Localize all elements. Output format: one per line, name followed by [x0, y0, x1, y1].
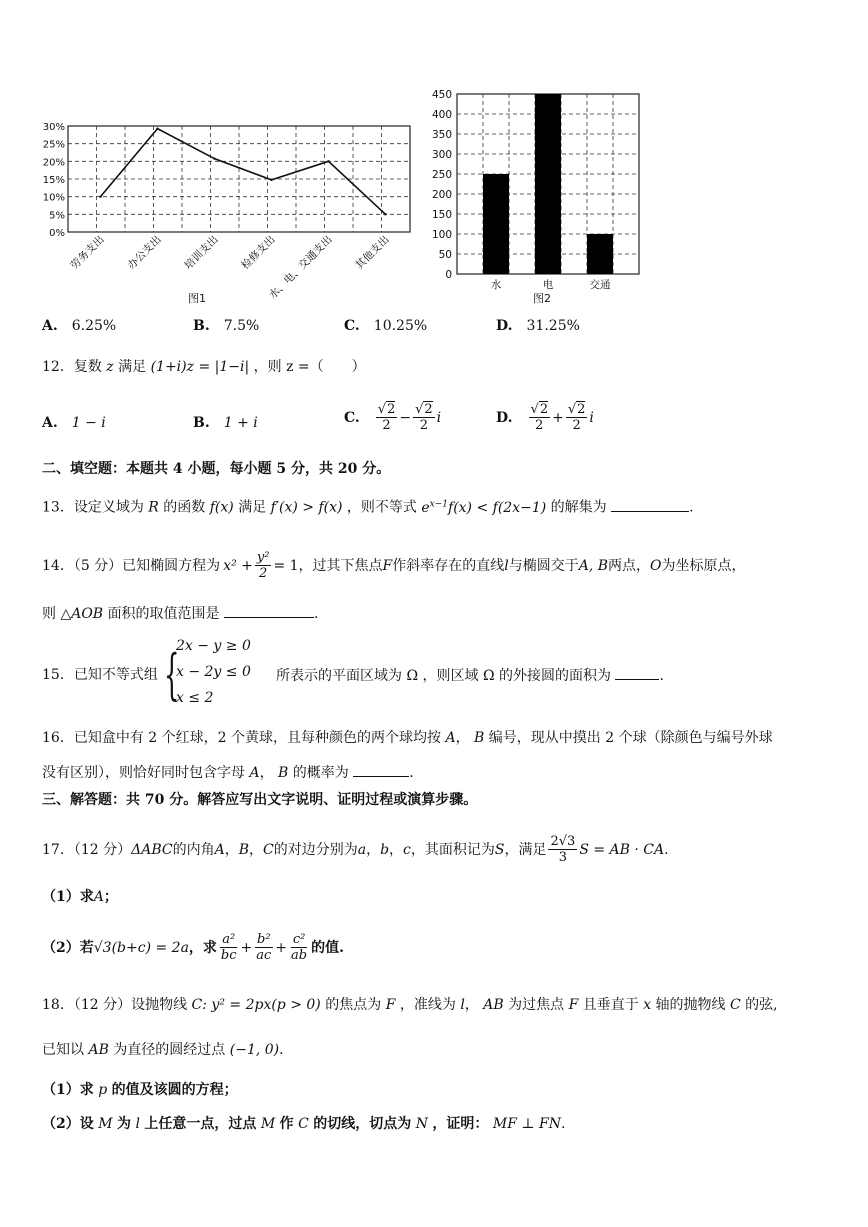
q15-text: ，则区域: [422, 668, 479, 684]
q16-text: ，: [259, 765, 274, 781]
chart1-y-tick: 20%: [42, 157, 65, 169]
q14-var-f: F: [382, 557, 393, 574]
sqrt-radicand: 2: [577, 402, 586, 417]
q17-text: 的对边分别为: [273, 841, 358, 858]
q13-answer-blank[interactable]: [611, 497, 689, 512]
chart2-y-tick: 150: [431, 209, 452, 221]
numerator: y²: [256, 550, 270, 565]
q18-text: 的值及该圆的方程；: [111, 1082, 238, 1098]
q18-var-l: l: [135, 1116, 140, 1132]
denominator: bc: [220, 948, 237, 963]
q14-stem-line1: [42, 550, 746, 581]
q17-part-1: [42, 887, 118, 907]
chart1-y-tick-labels: [43, 122, 65, 239]
q18-text: 的焦点为: [325, 997, 382, 1013]
q18-parabola-eq: C: y² = 2px(p > 0): [191, 997, 321, 1013]
q12-option-d[interactable]: [496, 402, 594, 433]
option-letter: B.: [193, 415, 210, 431]
q17-text: 的内角: [172, 841, 215, 858]
q12-equation: (1+i)z = |1−i|: [150, 359, 250, 375]
chart2-y-tick: 400: [431, 109, 452, 121]
q18-text: 18．（12 分）设抛物线: [42, 997, 188, 1013]
chart1-y-tick: 5%: [49, 210, 65, 222]
q18-text: 为: [117, 1116, 131, 1132]
q16-text: 没有区别），则恰好同时包含字母: [42, 765, 245, 781]
denominator: ab: [291, 948, 308, 963]
q18-var-x: x: [643, 997, 652, 1013]
section-2-heading: 二、填空题：本题共 4 小题，每小题 5 分，共 20 分。: [42, 461, 391, 477]
chart1-x-tick-labels: [68, 233, 392, 302]
q18-text: ，: [464, 997, 479, 1013]
q13-text: 满足: [238, 499, 267, 516]
chart1-caption: 图1: [188, 292, 206, 305]
option-letter: C.: [344, 409, 360, 426]
option-letter: D.: [496, 409, 513, 426]
chart1-series: [99, 127, 386, 215]
denominator: 2: [382, 418, 391, 433]
period: .: [314, 606, 319, 622]
fraction: $\frac{√2}{2}$: [415, 402, 433, 433]
figure-2-bar-chart: [425, 85, 655, 310]
q12-option-a[interactable]: [42, 415, 106, 431]
option-text: 1 + i: [223, 415, 258, 431]
period: .: [664, 841, 669, 858]
q17-side-a: a: [357, 841, 367, 858]
q18-stem-line2: [42, 1040, 284, 1060]
q11-option-d[interactable]: [496, 318, 580, 334]
period: .: [279, 1042, 284, 1058]
q16-answer-blank[interactable]: [353, 762, 409, 777]
q17-var-s: S: [494, 841, 505, 858]
denominator: 2: [259, 566, 268, 581]
q15-suffix: [276, 665, 664, 686]
q17-var-c: C: [263, 841, 274, 858]
fraction: $\frac{√2}{2}$: [530, 402, 549, 433]
q13-function: f(x): [209, 499, 234, 516]
fraction: [289, 932, 309, 963]
q12-var-z: z: [106, 359, 114, 375]
q14-text: 则: [42, 606, 56, 622]
option-letter: C.: [344, 318, 360, 334]
chart2-y-tick: 100: [431, 229, 452, 241]
exp-power: x−1: [429, 499, 449, 509]
numerator: a²: [222, 932, 236, 947]
chart2-y-tick: 200: [431, 189, 452, 201]
q15-text: 所表示的平面区域为: [276, 668, 402, 684]
q17-text: 17．（12 分）: [42, 841, 132, 858]
q18-text: 已知以: [42, 1042, 84, 1058]
chart2-x-tick: 水: [490, 279, 502, 291]
chart2-bar: [587, 234, 613, 274]
q15-system: [176, 633, 251, 711]
q16-text: 编号，现从中摸出 2 个球（除颜色与编号外球: [488, 730, 773, 746]
denominator: 2: [535, 418, 544, 433]
chart2-x-tick: 交通: [589, 279, 611, 291]
q13-text: ，则不等式: [346, 499, 417, 516]
q13-var-r: R: [148, 499, 159, 516]
q18-var-n: N: [415, 1116, 428, 1132]
fraction: $\frac{√2}{2}$: [377, 402, 396, 433]
chart1-y-tick: 0%: [49, 228, 65, 239]
q17-stem: [42, 834, 669, 865]
q17-text: ，其面积记为: [410, 841, 495, 858]
q13-inequality: [421, 500, 546, 516]
sqrt-radicand: 2: [424, 402, 433, 417]
q17-side-b: b: [380, 841, 390, 858]
chart1-point: [156, 127, 158, 129]
q18-var-m: M: [260, 1116, 276, 1132]
q17-side-c: c: [403, 841, 411, 858]
q17-var-a: A: [93, 889, 104, 905]
q15-prefix: [42, 665, 158, 685]
q17-text: ，求: [188, 939, 217, 956]
q12-stem-text: ，则 z =（ ）: [253, 359, 366, 375]
period: .: [689, 499, 694, 516]
part-label: （2）设: [42, 1116, 94, 1132]
part-label: （1）求: [42, 889, 94, 905]
chart1-x-tick: 检修支出: [239, 233, 278, 272]
chart1-point: [99, 195, 101, 197]
q12-stem-text: 满足: [118, 359, 147, 375]
chart2-bar: [535, 94, 561, 274]
punct: ；: [103, 889, 118, 905]
q15-answer-blank[interactable]: [615, 665, 659, 680]
chart2-y-tick-labels: [432, 89, 452, 281]
q14-answer-blank[interactable]: [224, 603, 314, 618]
q16-letter-a: A: [445, 730, 456, 746]
q16-stem-line2: [42, 762, 414, 783]
q18-text: 且垂直于: [582, 997, 639, 1013]
q18-text: 上任意一点，过点: [144, 1116, 257, 1132]
q18-var-m: M: [98, 1116, 113, 1132]
q18-var-f: F: [568, 997, 579, 1013]
figure-1-line-chart: [34, 112, 424, 322]
q12-option-c[interactable]: [344, 402, 441, 433]
q18-text: 为过焦点: [508, 997, 565, 1013]
chart2-bars: [483, 94, 613, 274]
q14-eq-part: x² +: [223, 557, 253, 574]
q14-text: 两点，: [608, 557, 651, 574]
fraction: $\frac{√2}{2}$: [567, 402, 586, 433]
q13-text: 的解集为: [550, 499, 607, 516]
option-text: 6.25%: [71, 318, 117, 334]
q17-var-a: A: [214, 841, 225, 858]
numerator: c²: [292, 932, 306, 947]
q13-text: 13．设定义域为: [42, 499, 144, 516]
option-letter: B.: [193, 318, 210, 334]
q18-conclusion: MF ⊥ FN: [492, 1116, 561, 1132]
operator: +: [552, 409, 564, 426]
q17-sep: ，: [224, 841, 239, 858]
chart2-bar: [483, 174, 509, 274]
section-3-heading: 三、解答题：共 70 分。解答应写出文字说明、证明过程或演算步骤。: [42, 792, 478, 808]
period: .: [560, 1116, 566, 1132]
q18-part-2: [42, 1114, 565, 1134]
q14-text: 与椭圆交于: [508, 557, 579, 574]
denominator: 2: [572, 418, 581, 433]
q15-text: 15．已知不等式组: [42, 667, 158, 683]
q12-stem: [42, 357, 366, 377]
sqrt-radicand: 2: [387, 402, 396, 417]
q13-text: 的函数: [163, 499, 206, 516]
chart2-x-tick: 电: [542, 279, 554, 291]
q15-omega: Ω: [406, 668, 419, 684]
q14-text: ，过其下焦点: [298, 557, 383, 574]
period: .: [409, 765, 414, 781]
q17-var-b: B: [238, 841, 249, 858]
q14-text: 为坐标原点，: [661, 557, 746, 574]
q17-condition: √3(b+c) = 2a: [93, 939, 189, 956]
q16-text: ，: [455, 730, 470, 746]
q18-var-ab: AB: [483, 997, 504, 1013]
q16-letter-a: A: [249, 765, 260, 781]
chart1-grid: [68, 126, 410, 232]
sqrt-radicand: 2: [539, 402, 549, 417]
denominator: ac: [256, 948, 272, 963]
q14-triangle: △AOB: [60, 606, 104, 622]
option-letter: D.: [496, 318, 513, 334]
fraction: [219, 932, 239, 963]
q16-stem-line1: [42, 728, 773, 748]
period: .: [659, 668, 664, 684]
q11-option-c[interactable]: [344, 318, 427, 334]
q18-var-p: p: [98, 1082, 108, 1098]
q17-text: ，满足: [504, 841, 547, 858]
q17-equation: S = AB · CA: [579, 841, 665, 858]
chart2-y-tick: 0: [445, 269, 452, 281]
q12-option-b[interactable]: [193, 415, 258, 431]
q14-text: 作斜率存在的直线: [392, 557, 505, 574]
chart1-x-tick: 培训支出: [182, 233, 221, 272]
part-label: （2）若: [42, 939, 94, 956]
chart1-y-tick: 30%: [42, 122, 65, 133]
q15-inequality-1: 2x − y ≥ 0: [176, 638, 251, 654]
inequality-rest: f(x) < f(2x−1): [448, 499, 547, 516]
imaginary-unit: i: [436, 409, 442, 426]
fraction: [254, 932, 273, 963]
fraction: [548, 834, 577, 865]
option-text: 31.25%: [526, 318, 580, 334]
q14-text: 面积的取值范围是: [107, 606, 220, 622]
part-label: （1）求: [42, 1082, 94, 1098]
chart2-y-tick: 300: [431, 149, 452, 161]
operator: −: [399, 409, 412, 426]
chart1-point: [213, 157, 215, 159]
q16-letter-b: B: [278, 765, 289, 781]
chart1-x-tick: 劳务支出: [68, 233, 107, 272]
q13-stem: [42, 494, 694, 518]
q15-brace: {: [164, 643, 180, 706]
q18-text: 作: [279, 1116, 294, 1132]
q18-text: ，准线为: [399, 997, 456, 1013]
chart2-x-tick-labels: [491, 278, 611, 291]
q18-part-1: [42, 1080, 238, 1100]
q18-text: 的弦,: [745, 997, 778, 1013]
q18-var-l: l: [460, 997, 465, 1013]
chart1-y-tick: 25%: [42, 139, 65, 151]
q14-var-l: l: [504, 557, 509, 574]
q14-stem-line2: [42, 603, 318, 624]
denominator: 2: [419, 418, 429, 433]
option-letter: A.: [42, 415, 58, 431]
q17-sep: ，: [389, 841, 404, 858]
q17-text: 的值.: [311, 939, 344, 956]
q15-inequality-3: x ≤ 2: [176, 690, 214, 706]
q18-text: 为直径的圆经过点: [113, 1042, 226, 1058]
exp-base: e: [421, 499, 430, 516]
q12-stem-text: 12．复数: [42, 359, 102, 375]
chart2-y-tick: 50: [438, 249, 452, 261]
q14-text: 14．（5 分）已知椭圆方程为: [42, 557, 221, 574]
chart2-y-tick: 350: [431, 129, 452, 141]
q17-sep: ，: [249, 841, 263, 858]
q16-text: 16．已知盒中有 2 个红球，2 个黄球，且每种颜色的两个球均按: [42, 730, 441, 746]
q15-inequality-2: x − 2y ≤ 0: [176, 664, 251, 680]
q16-text: 的概率为: [292, 765, 349, 781]
option-text: 1 − i: [71, 415, 106, 431]
q11-option-a[interactable]: [42, 318, 116, 334]
q18-point: (−1, 0): [229, 1042, 280, 1058]
chart1-point: [384, 213, 386, 215]
fraction: [255, 550, 272, 581]
q18-var-f: F: [385, 997, 396, 1013]
chart1-point: [270, 179, 272, 181]
option-letter: A.: [42, 318, 58, 334]
chart2-caption: 图2: [533, 292, 551, 305]
q18-text: 的切线，切点为: [313, 1116, 412, 1132]
q11-option-b[interactable]: [193, 318, 259, 334]
q18-var-ab: AB: [88, 1042, 109, 1058]
chart1-x-tick: 办公支出: [125, 233, 164, 272]
q14-var-ab: A, B: [578, 557, 609, 574]
q18-var-c: C: [298, 1116, 309, 1132]
q14-var-o: O: [650, 557, 662, 574]
q17-sep: ，: [366, 841, 381, 858]
denominator: 3: [558, 850, 568, 865]
chart2-y-tick: 250: [431, 169, 452, 181]
numerator: b²: [257, 932, 271, 947]
q15-text: 的外接圆的面积为: [499, 668, 612, 684]
chart1-x-tick: 水、电、交通支出: [266, 233, 335, 302]
chart1-x-tick: 其他支出: [353, 233, 392, 272]
option-text: 10.25%: [373, 318, 428, 334]
q18-stem-line1: [42, 995, 778, 1015]
q15-omega: Ω: [482, 668, 495, 684]
chart1-y-tick: 10%: [42, 192, 65, 204]
q13-condition: f′(x) > f(x): [270, 499, 343, 516]
chart1-point: [327, 160, 329, 162]
q14-eq-part: = 1: [273, 557, 299, 574]
chart1-y-tick: 15%: [42, 175, 65, 186]
q17-triangle: ΔABC: [131, 841, 173, 858]
chart2-y-tick: 450: [431, 89, 452, 101]
q16-letter-b: B: [474, 730, 485, 746]
q18-text: ，证明：: [432, 1116, 489, 1132]
q18-var-c: C: [730, 997, 741, 1013]
q17-part-2: （2）若 √3(b+c) = 2a ，求 $\frac{\text{a²}}{bc}$ + $\frac{\text{b²}}{ac}$ + $\frac{\text{c²}}{ab}$ 的值.: [42, 932, 344, 963]
chart1-line-series: [101, 129, 386, 215]
imaginary-unit: i: [589, 409, 594, 426]
numerator: 2√3: [550, 834, 576, 849]
q18-text: 轴的抛物线: [655, 997, 726, 1013]
option-text: 7.5%: [223, 318, 260, 334]
